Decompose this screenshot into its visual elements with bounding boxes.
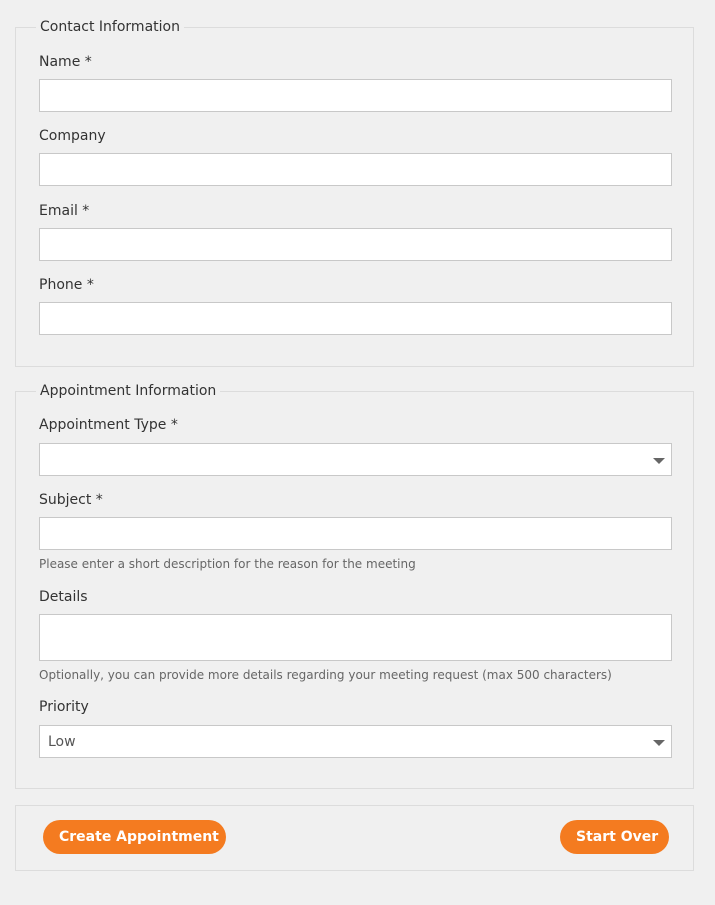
appointment-type-select[interactable]	[39, 443, 672, 476]
appointment-type-label: Appointment Type *	[39, 417, 178, 433]
contact-information-legend: Contact Information	[40, 19, 180, 35]
email-label: Email *	[39, 203, 90, 219]
company-label: Company	[39, 128, 106, 144]
phone-label: Phone *	[39, 277, 94, 293]
subject-hint: Please enter a short description for the reason for the meeting	[39, 557, 416, 571]
name-label: Name *	[39, 54, 92, 70]
email-input[interactable]	[39, 228, 672, 261]
phone-input[interactable]	[39, 302, 672, 335]
chevron-down-icon	[653, 740, 665, 746]
priority-select[interactable]	[39, 725, 672, 758]
details-label: Details	[39, 589, 88, 605]
details-hint: Optionally, you can provide more details regarding your meeting request (max 500 characters)	[39, 668, 612, 682]
create-appointment-button[interactable]: Create Appointment	[43, 820, 226, 854]
subject-label: Subject *	[39, 492, 103, 508]
chevron-down-icon	[653, 458, 665, 464]
company-input[interactable]	[39, 153, 672, 186]
form-actions	[15, 805, 694, 871]
priority-value: Low	[48, 733, 76, 750]
details-textarea[interactable]	[39, 614, 672, 661]
appointment-information-legend: Appointment Information	[40, 383, 217, 399]
start-over-button[interactable]: Start Over	[560, 820, 669, 854]
name-input[interactable]	[39, 79, 672, 112]
subject-input[interactable]	[39, 517, 672, 550]
priority-label: Priority	[39, 699, 89, 715]
